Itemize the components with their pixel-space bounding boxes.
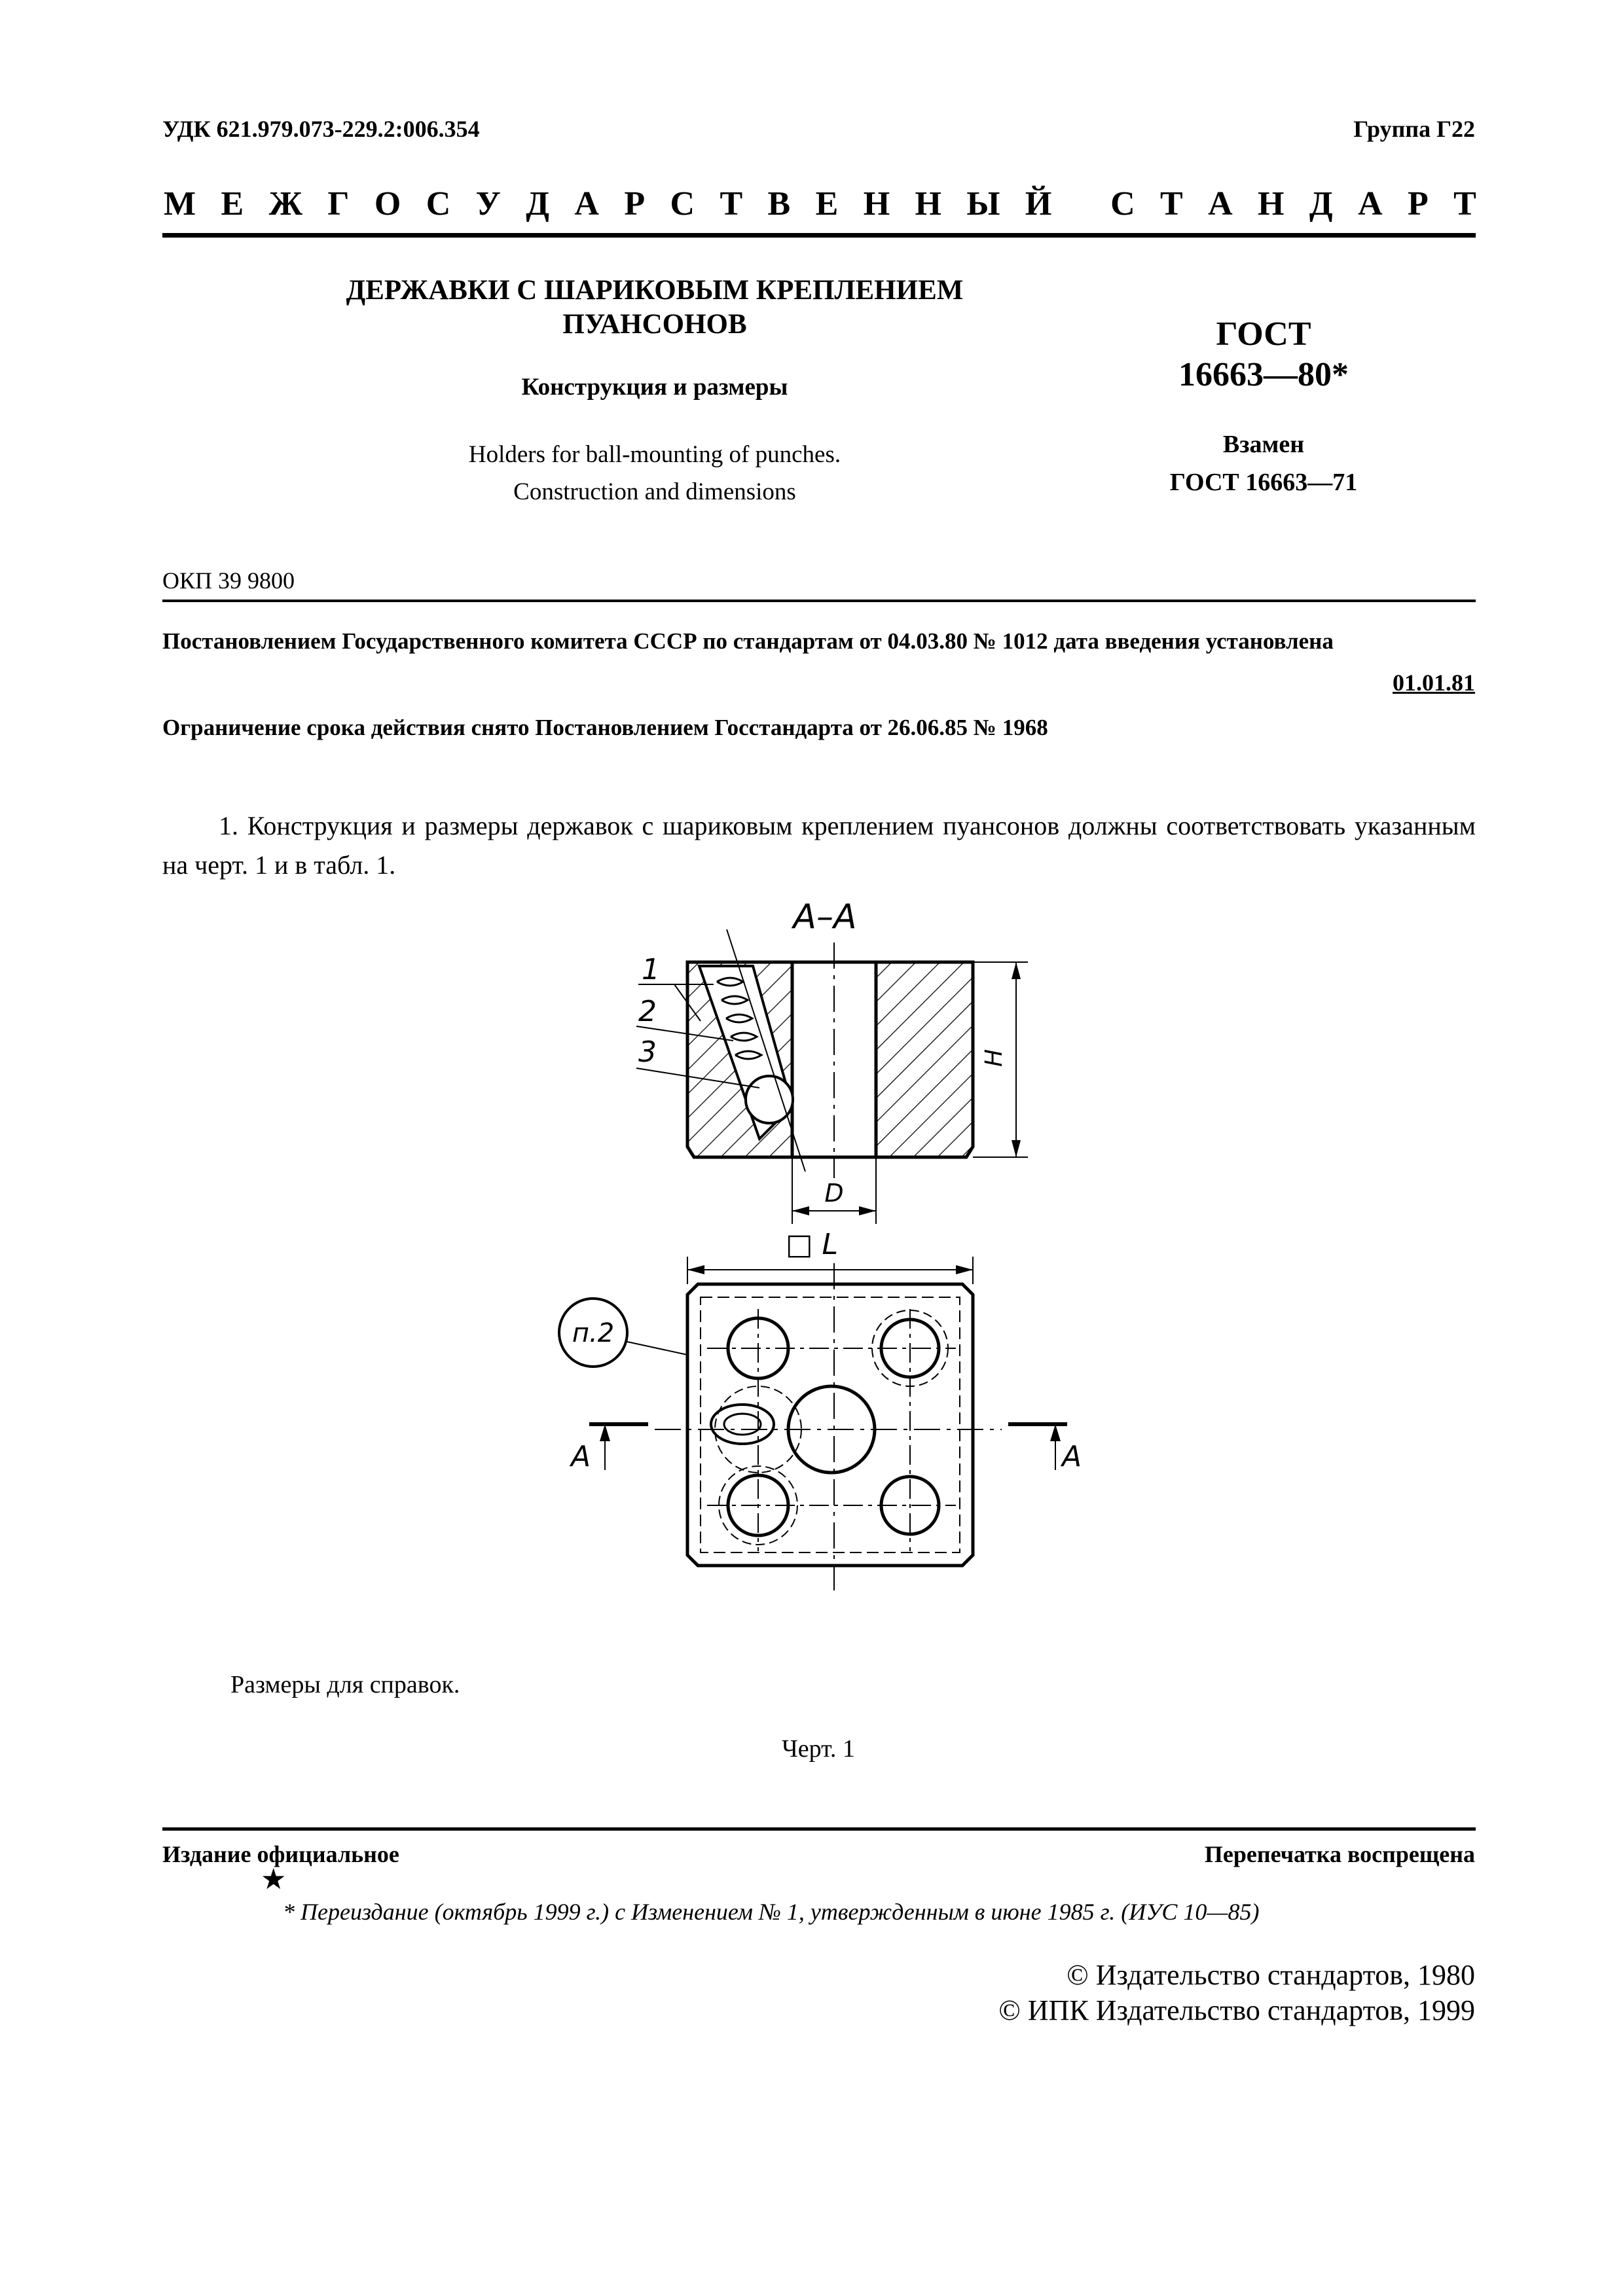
udk-code: УДК 621.979.073-229.2:006.354 [162,116,480,142]
dim-l-label: □ L [785,1228,839,1261]
banner-letter: С [1110,185,1135,223]
banner-letter: Ы [966,185,1000,223]
callout-2: 2 [638,995,657,1028]
banner-letter: О [374,185,401,223]
banner-letter [1077,185,1085,223]
replaces-block [1126,425,1401,501]
interstate-standard-banner [164,185,1476,223]
reference-note: Размеры для справок. [230,1671,460,1698]
group-code: Группа Г22 [1353,116,1475,142]
callout-1: 1 [642,953,660,986]
gost-designation [1126,314,1401,395]
banner-letter: Й [1025,185,1052,223]
dim-d-label: D [824,1179,844,1208]
banner-letter: Н [863,185,890,223]
document-title [275,274,1034,342]
banner-letter: Е [221,185,244,223]
banner-letter: Р [624,185,646,223]
okp-code: ОКП 39 9800 [162,567,295,594]
figure-caption: Черт. 1 [782,1735,855,1763]
decree-text: Постановлением Государственного комитета СССР по стандартам от 04.03.80 № 1012 дата введения установлена [162,628,1334,654]
dim-h-label: Н [981,1049,1008,1067]
banner-letter: Г [327,185,350,223]
gost-label: ГОСТ [1216,315,1311,353]
banner-letter: Н [1258,185,1285,223]
copyright-1980: © Издательство стандартов, 1980 [1067,1959,1475,1991]
banner-letter: Т [1160,185,1183,223]
plan-view [559,1228,1082,1590]
official-edition: Издание официальное [162,1841,399,1867]
bottom-rule [162,1827,1476,1831]
top-rule [162,233,1476,238]
banner-letter: Н [915,185,941,223]
banner-letter: М [164,185,196,223]
middle-rule [162,600,1476,602]
banner-letter: Ж [268,185,302,223]
gost-number: 16663—80* [1178,356,1349,393]
banner-letter: С [670,185,695,223]
reissue-note: * Переиздание (октябрь 1999 г.) с Изменением № 1, утвержденным в июне 1985 г. (ИУС 10—85) [283,1899,1260,1925]
replaces-number: ГОСТ 16663—71 [1169,469,1358,496]
reprint-prohibited: Перепечатка воспрещена [1204,1841,1475,1867]
copyright-1999: © ИПК Издательство стандартов, 1999 [998,1994,1475,2026]
banner-letter: Т [1453,185,1476,223]
english-title-line-1: Holders for ball-mounting of punches. [468,441,841,468]
banner-letter: С [426,185,451,223]
banner-letter: Д [526,185,549,223]
banner-letter: А [1358,185,1383,223]
banner-letter: Т [720,185,743,223]
star-icon: ★ [261,1863,287,1895]
limitation-text: Ограничение срока действия снято Постановлением Госстандарта от 26.06.85 № 1968 [162,715,1048,740]
english-title-line-2: Construction and dimensions [513,478,796,505]
banner-letter: А [1208,185,1233,223]
document-subtitle: Конструкция и размеры [521,374,788,401]
banner-letter: Д [1309,185,1333,223]
banner-letter: У [475,185,501,223]
cut-label-left: А [571,1440,591,1473]
note-ref-label: п.2 [572,1318,615,1348]
cut-label-right: А [1062,1440,1082,1473]
introduction-date: 01.01.81 [1393,670,1475,696]
paragraph-1: 1. Конструкция и размеры державок с шариковым креплением пуансонов должны соответствовать указанным на черт. 1 и в табл. 1. [162,811,1476,880]
banner-letter: В [767,185,791,223]
english-title [275,436,1034,511]
title-line-1: ДЕРЖАВКИ С ШАРИКОВЫМ КРЕПЛЕНИЕМ [346,275,964,306]
banner-letter: Е [815,185,839,223]
banner-letter: А [574,185,599,223]
title-line-2: ПУАНСОНОВ [562,309,747,340]
replaces-label: Взамен [1222,431,1305,458]
banner-letter: Р [1408,185,1429,223]
section-view [636,929,1028,1224]
technical-drawing [498,890,1087,1623]
section-label: А–А [793,897,857,937]
callout-3: 3 [638,1035,657,1069]
